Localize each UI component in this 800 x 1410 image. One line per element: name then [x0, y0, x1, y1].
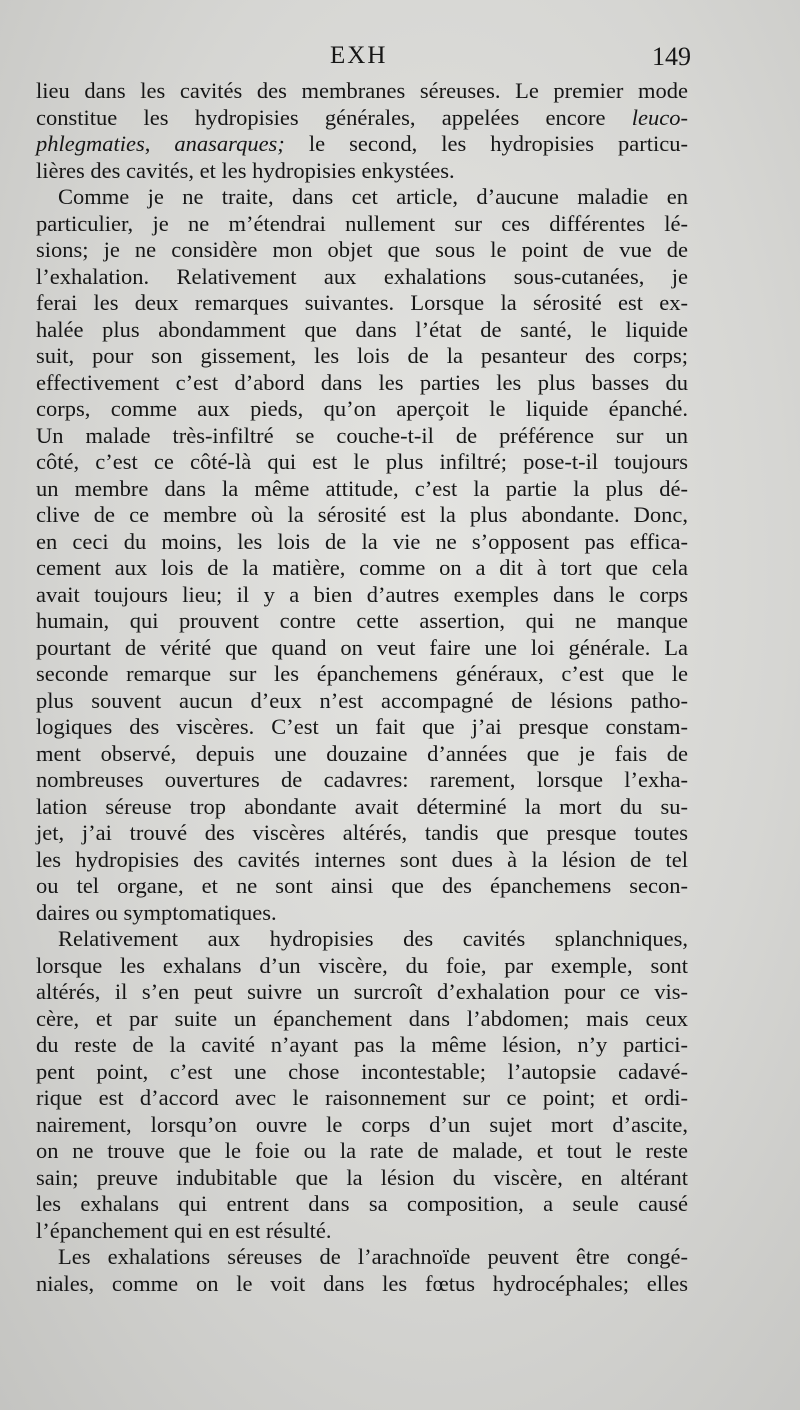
text-line: rique est d’accord avec le raisonnement sur ce point; et ordi-	[36, 1085, 688, 1110]
text-line: on ne trouve que le foie ou la rate de malade, et tout le reste	[36, 1138, 688, 1163]
text-line: constitue les hydropisies générales, appelées encore leuco-	[36, 104, 689, 130]
text-line: halée plus abondamment que dans l’état de santé, le liquide	[36, 316, 688, 342]
text-line: avait toujours lieu; il y a bien d’autres exemples dans le corps	[36, 581, 688, 607]
running-head	[0, 42, 800, 78]
text-line: cère, et par suite un épanchement dans l’abdomen; mais ceux	[36, 1005, 688, 1031]
text-line: lières des cavités, et les hydropisies enkystées.	[36, 157, 455, 183]
text-line: phlegmaties, anasarques; le second, les hydropisies particu-	[36, 131, 688, 156]
page-number: 149	[652, 42, 691, 71]
text-line: un membre dans la même attitude, c’est la partie la plus dé-	[36, 475, 688, 501]
paragraph-start: Les exhalations séreuses de l’arachnoïde peuvent être congé-	[58, 1244, 688, 1269]
text-line: plus souvent aucun d’eux n’est accompagné de lésions patho-	[36, 687, 688, 713]
text-line: du reste de la cavité n’ayant pas la même lésion, n’y partici-	[36, 1032, 688, 1057]
text-line: sions; je ne considère mon objet que sous le point de vue de	[36, 237, 688, 262]
text-line: logiques des viscères. C’est un fait que j’ai presque constam-	[36, 714, 688, 739]
text-line: ferai les deux remarques suivantes. Lorsque la sérosité est ex-	[36, 290, 688, 315]
text-line: les hydropisies des cavités internes sont dues à la lésion de tel	[36, 846, 688, 872]
running-title: EXH	[330, 42, 388, 69]
text-line: pent point, c’est une chose incontestable; l’autopsie cadavé-	[36, 1058, 688, 1084]
text-line: daires ou symptomatiques.	[36, 899, 277, 925]
text-line: l’épanchement qui en est résulté.	[36, 1217, 332, 1243]
text-line: cement aux lois de la matière, comme on a dit à tort que cela	[36, 555, 688, 580]
text-line: seconde remarque sur les épanchemens généraux, c’est que le	[36, 661, 688, 686]
text-line: ou tel organe, et ne sont ainsi que des épanchemens secon-	[36, 873, 688, 898]
text-line: altérés, il s’en peut suivre un surcroît d’exhalation pour ce vis-	[36, 979, 688, 1004]
paragraph-start: Comme je ne traite, dans cet article, d’aucune maladie en	[58, 184, 688, 209]
text-line: côté, c’est ce côté-là qui est le plus infiltré; pose-t-il toujours	[36, 449, 688, 474]
text-line: suit, pour son gissement, les lois de la pesanteur des corps;	[36, 343, 688, 368]
text-line: jet, j’ai trouvé des viscères altérés, tandis que presque toutes	[36, 820, 688, 845]
text-line: nombreuses ouvertures de cadavres: rarement, lorsque l’exha-	[36, 767, 688, 792]
text-line: particulier, je ne m’étendrai nullement sur ces différentes lé-	[36, 210, 688, 236]
text-line: pourtant de vérité que quand on veut faire une loi générale. La	[36, 634, 688, 660]
text-line: effectivement c’est d’abord dans les parties les plus basses du	[36, 369, 688, 395]
text-line: les exhalans qui entrent dans sa composition, a seule causé	[36, 1191, 688, 1216]
text-line: lorsque les exhalans d’un viscère, du foie, par exemple, sont	[36, 952, 688, 978]
text-line: corps, comme aux pieds, qu’on aperçoit le liquide épanché.	[36, 396, 688, 421]
text-line: ment observé, depuis une douzaine d’années que je fais de	[36, 740, 688, 766]
text-line: lation séreuse trop abondante avait déterminé la mort du su-	[36, 793, 688, 819]
text-line: humain, qui prouvent contre cette assertion, qui ne manque	[36, 608, 688, 633]
text-line: lieu dans les cavités des membranes séreuses. Le premier mode	[36, 78, 688, 103]
text-line: niales, comme on le voit dans les fœtus hydrocéphales; elles	[36, 1270, 688, 1296]
text-line: Un malade très-infiltré se couche-t-il de préférence sur un	[36, 422, 688, 448]
text-line: l’exhalation. Relativement aux exhalations sous-cutanées, je	[36, 263, 688, 289]
text-line: clive de ce membre où la sérosité est la plus abondante. Donc,	[36, 502, 688, 527]
text-line: nairement, lorsqu’on ouvre le corps d’un sujet mort d’ascite,	[36, 1111, 688, 1137]
body-text	[36, 78, 688, 1297]
text-line: sain; preuve indubitable que la lésion du viscère, en altérant	[36, 1164, 688, 1190]
paragraph-start: Relativement aux hydropisies des cavités splanchniques,	[58, 926, 688, 951]
text-line: en ceci du moins, les lois de la vie ne s’opposent pas effica-	[36, 528, 688, 554]
